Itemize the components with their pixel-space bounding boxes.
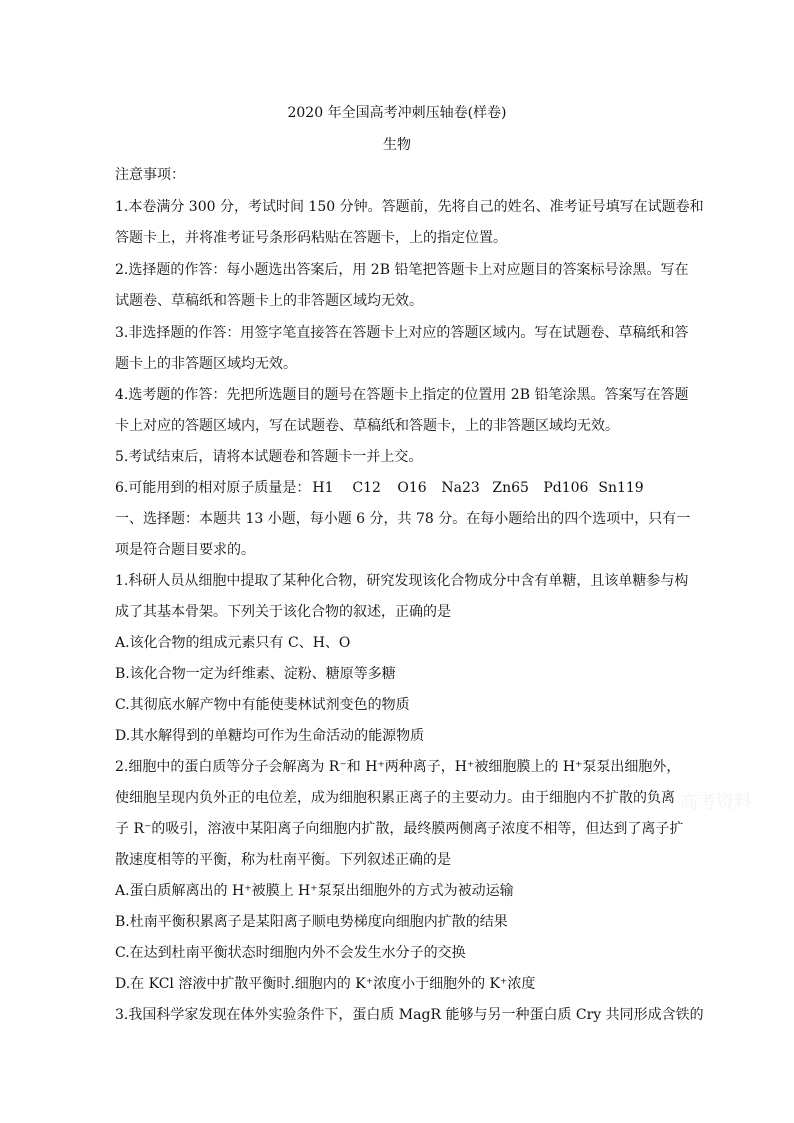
notice-line: 3.非选择题的作答：用签字笔直接答在答题卡上对应的答题区域内。写在试题卷、草稿纸和答 (115, 325, 689, 341)
notice-line: 答题卡上，并将准考证号条形码粘贴在答题卡，上的指定位置。 (115, 230, 507, 246)
question-2-stem-cont: 子 R⁻的吸引，溶液中某阳离子向细胞内扩散，最终膜两侧离子浓度不相等，但达到了离子扩 (115, 821, 684, 837)
exam-title: 2020 年全国高考冲刺压轴卷(样卷) (287, 105, 507, 121)
question-2-stem-cont: 散速度相等的平衡，称为杜南平衡。下列叙述正确的是 (115, 852, 451, 868)
notice-line: 5.考试结束后，请将本试题卷和答题卡一并上交。 (115, 449, 423, 465)
question-3-stem: 3.我国科学家发现在体外实验条件下，蛋白质 MagR 能够与另一种蛋白质 Cry 共同形成含铁的 (115, 1007, 704, 1023)
atomic-mass-sn: Sn119 (598, 480, 644, 496)
atomic-mass-line (115, 478, 685, 498)
notice-line: 2.选择题的作答：每小题选出答案后，用 2B 铅笔把答题卡上对应题目的答案标号涂黑。写在 (115, 262, 689, 278)
question-1-option-b: B.该化合物一定为纤维素、淀粉、糖原等多糖 (115, 666, 396, 682)
section-heading: 一、选择题：本题共 13 小题，每小题 6 分，共 78 分。在每小题给出的四个选项中，只有一 (115, 511, 691, 527)
question-1-stem-cont: 成了其基本骨架。下列关于该化合物的叙述，正确的是 (115, 604, 451, 620)
atomic-mass-pd: Pd106 (543, 480, 589, 496)
notice-line: 4.选考题的作答：先把所选题目的题号在答题卡上指定的位置用 2B 铅笔涂黑。答案写在答题 (115, 387, 689, 403)
notice-line: 1.本卷满分 300 分，考试时间 150 分钟。答题前，先将自己的姓名、准考证号填写在试题卷和 (115, 199, 704, 215)
question-1-option-a: A.该化合物的组成元素只有 C、H、O (115, 635, 351, 651)
notice-line: 题卡上的非答题区域均无效。 (115, 356, 297, 372)
subject-title: 生物 (383, 137, 411, 153)
atomic-mass-na: Na23 (441, 480, 480, 496)
notice-line: 试题卷、草稿纸和答题卡上的非答题区域均无效。 (115, 293, 423, 309)
watermark: 高考资料 (680, 792, 752, 813)
atomic-mass-o: O16 (397, 480, 427, 496)
atomic-mass-label: 6.可能用到的相对原子质量是： (115, 480, 311, 496)
question-2-option-a: A.蛋白质解离出的 H⁺被膜上 H⁺泵泵出细胞外的方式为被动运输 (115, 883, 514, 899)
question-2-stem-cont: 使细胞呈现内负外正的电位差，成为细胞积累正离子的主要动力。由于细胞内不扩散的负离 (115, 790, 675, 806)
section-heading-cont: 项是符合题目要求的。 (115, 542, 255, 558)
notice-line: 卡上对应的答题区域内，写在试题卷、草稿纸和答题卡，上的非答题区域均无效。 (115, 418, 619, 434)
question-1-stem: 1.科研人员从细胞中提取了某种化合物，研究发现该化合物成分中含有单糖，且该单糖参与构 (115, 573, 689, 589)
atomic-mass-zn: Zn65 (492, 480, 529, 496)
question-1-option-c: C.其彻底水解产物中有能使斐林试剂变色的物质 (115, 697, 410, 713)
atomic-mass-h: H1 (312, 480, 334, 496)
question-2-option-d: D.在 KCl 溶液中扩散平衡时.细胞内的 K⁺浓度小于细胞外的 K⁺浓度 (115, 976, 536, 992)
question-2-option-c: C.在达到杜南平衡状态时细胞内外不会发生水分子的交换 (115, 945, 466, 961)
question-2-stem: 2.细胞中的蛋白质等分子会解离为 R⁻和 H⁺两种离子，H⁺被细胞膜上的 H⁺泵泵出细胞外， (115, 759, 681, 775)
notice-heading: 注意事项： (115, 167, 185, 183)
question-1-option-d: D.其水解得到的单糖均可作为生命活动的能源物质 (115, 728, 425, 744)
question-2-option-b: B.杜南平衡积累离子是某阳离子顺电势梯度向细胞内扩散的结果 (115, 914, 508, 930)
atomic-mass-c: C12 (352, 480, 381, 496)
